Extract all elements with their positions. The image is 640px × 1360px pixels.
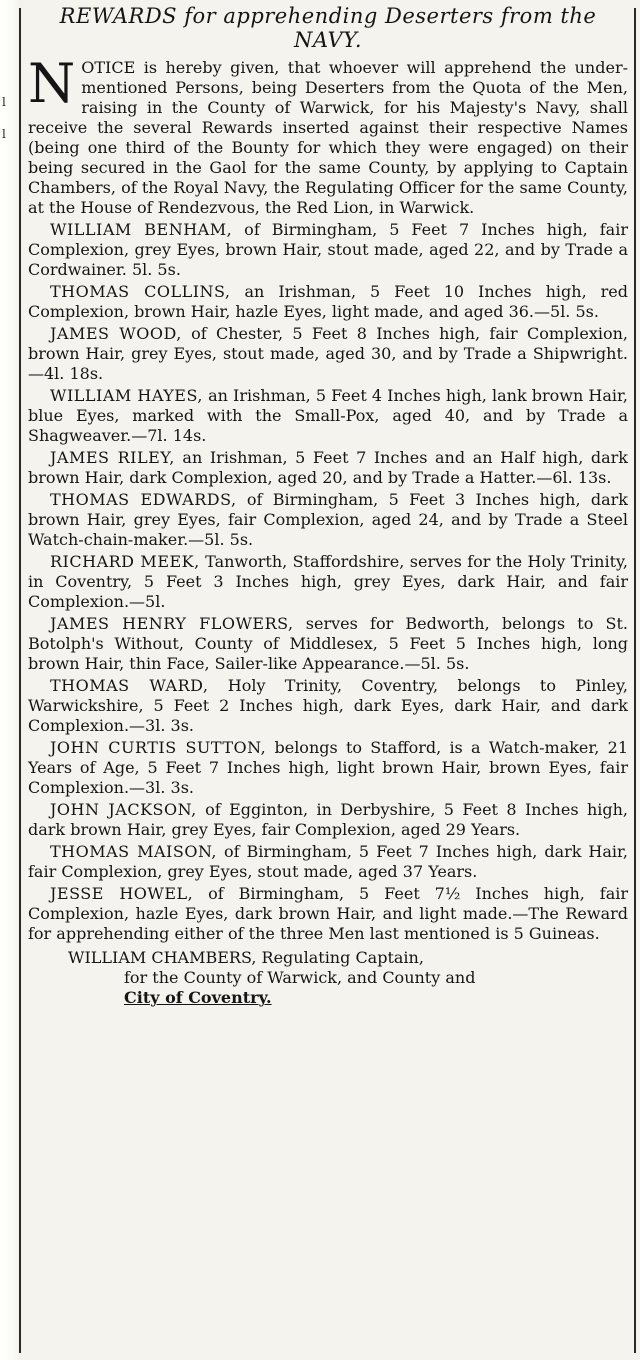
- notice-title-navy: NAVY.: [294, 28, 362, 52]
- deserter-description: Tanworth, Staffordshire, serves for the Holy Trinity, in Coventry, 5 Feet 3 Inches high, grey Eyes, dark Hair, and fair Complexion.—5l.: [28, 552, 629, 611]
- deserter-entry: [28, 220, 628, 280]
- deserter-name: JAMES RILEY,: [50, 448, 175, 467]
- signature-city: City of Coventry.: [124, 988, 272, 1007]
- deserter-entry: [28, 884, 628, 944]
- deserter-entry: [28, 738, 628, 798]
- deserter-name: THOMAS WARD,: [50, 676, 209, 695]
- deserter-description: an Irishman, 5 Feet 7 Inches and an Half high, dark brown Hair, dark Complexion, aged 20, and by Trade a Hatter.—6l. 13s.: [28, 448, 628, 487]
- deserter-entry: [28, 324, 628, 384]
- deserter-entry: [28, 386, 628, 446]
- deserter-description: of Birmingham, 5 Feet 7 Inches high, dark Hair, fair Complexion, grey Eyes, stout made, aged 37 Years.: [28, 842, 629, 881]
- deserter-entry: [28, 676, 628, 736]
- deserter-entry: [28, 800, 628, 840]
- deserter-description: belongs to Stafford, is a Watch-maker, 21 Years of Age, 5 Feet 7 Inches high, light brown Hair, brown Eyes, fair Complexion.—3l. 3s.: [28, 738, 628, 797]
- deserter-name: THOMAS COLLINS,: [50, 282, 231, 301]
- deserter-description: serves for Bedworth, belongs to St. Botolph's Without, County of Middlesex, 5 Feet 5 Inches high, long brown Hair, thin Face, Sailer-like Appearance.—5l. 5s.: [28, 614, 628, 673]
- deserter-description: of Birmingham, 5 Feet 7 Inches high, fair Complexion, grey Eyes, brown Hair, stout made, aged 22, and by Trade a Cordwainer. 5l. 5s.: [28, 220, 628, 279]
- intro-paragraph: [28, 52, 628, 218]
- column-rule-right: [634, 8, 636, 1353]
- deserter-name: THOMAS EDWARDS,: [50, 490, 237, 509]
- intro-text: OTICE is hereby given, that whoever will apprehend the under-mentioned Persons, being Deserters from the Quota of the Men, raising in the County of Warwick, for his Majesty's Navy, shall receive the several Rewards inserted against their respective Names (being one third of the Bounty for which they were engaged) on their being secured in the Gaol for the same County, by applying to Captain Chambers, of the Royal Navy, the Regulating Officer for the same County, at the House of Rendezvous, the Red Lion, in Warwick.: [28, 58, 628, 217]
- drop-cap: N: [28, 52, 76, 115]
- deserter-description: an Irishman, 5 Feet 10 Inches high, red Complexion, brown Hair, hazle Eyes, light made, and aged 36.—5l. 5s.: [28, 282, 628, 321]
- deserter-name: RICHARD MEEK,: [50, 552, 200, 571]
- deserter-name: JOHN JACKSON,: [50, 800, 197, 819]
- signature-line: WILLIAM CHAMBERS, Regulating Captain,: [68, 948, 424, 967]
- deserter-entry: [28, 282, 628, 322]
- deserter-description: an Irishman, 5 Feet 4 Inches high, lank brown Hair, blue Eyes, marked with the Small-Pox, aged 40, and by Trade a Shagweaver.—7l. 14s.: [28, 386, 629, 445]
- deserter-name: JESSE HOWEL,: [50, 884, 194, 903]
- deserter-entry: [28, 490, 628, 550]
- deserter-description: of Egginton, in Derbyshire, 5 Feet 8 Inches high, dark brown Hair, grey Eyes, fair Complexion, aged 29 Years.: [28, 800, 629, 839]
- signature-county: for the County of Warwick, and County and: [124, 968, 476, 987]
- deserter-name: JOHN CURTIS SUTTON,: [50, 738, 267, 757]
- deserter-name: WILLIAM HAYES,: [50, 386, 203, 405]
- deserter-description: of Chester, 5 Feet 8 Inches high, fair Complexion, brown Hair, grey Eyes, stout made, aged 30, and by Trade a Shipwright.—4l. 18s.: [28, 324, 628, 383]
- notice-title: REWARDS for apprehending Deserters from the: [59, 4, 597, 28]
- deserter-description: of Birmingham, 5 Feet 3 Inches high, dark brown Hair, grey Eyes, fair Complexion, aged 24, and by Trade a Steel Watch-chain-maker.—5l. 5s.: [28, 490, 628, 549]
- deserter-entry: [28, 552, 628, 612]
- deserter-name: JAMES HENRY FLOWERS,: [50, 614, 294, 633]
- deserter-name: THOMAS MAISON,: [50, 842, 218, 861]
- deserter-name: JAMES WOOD,: [50, 324, 182, 343]
- deserter-description: of Birmingham, 5 Feet 7½ Inches high, fair Complexion, hazle Eyes, dark brown Hair, and light made.—The Reward for apprehending either of the three Men last mentioned is 5 Guineas.: [28, 884, 629, 943]
- margin-fragment: l: [2, 127, 6, 141]
- margin-fragment: l: [2, 95, 6, 109]
- deserter-description: Holy Trinity, Coventry, belongs to Pinley, Warwickshire, 5 Feet 2 Inches high, dark Eyes, dark Hair, and dark Complexion.—3l. 3s.: [28, 676, 628, 735]
- deserter-entry: [28, 614, 628, 674]
- deserter-name: WILLIAM BENHAM,: [50, 220, 233, 239]
- column-rule-left: [19, 8, 21, 1353]
- deserter-entry: [28, 842, 628, 882]
- newspaper-notice: [28, 4, 628, 1008]
- deserter-entry: [28, 448, 628, 488]
